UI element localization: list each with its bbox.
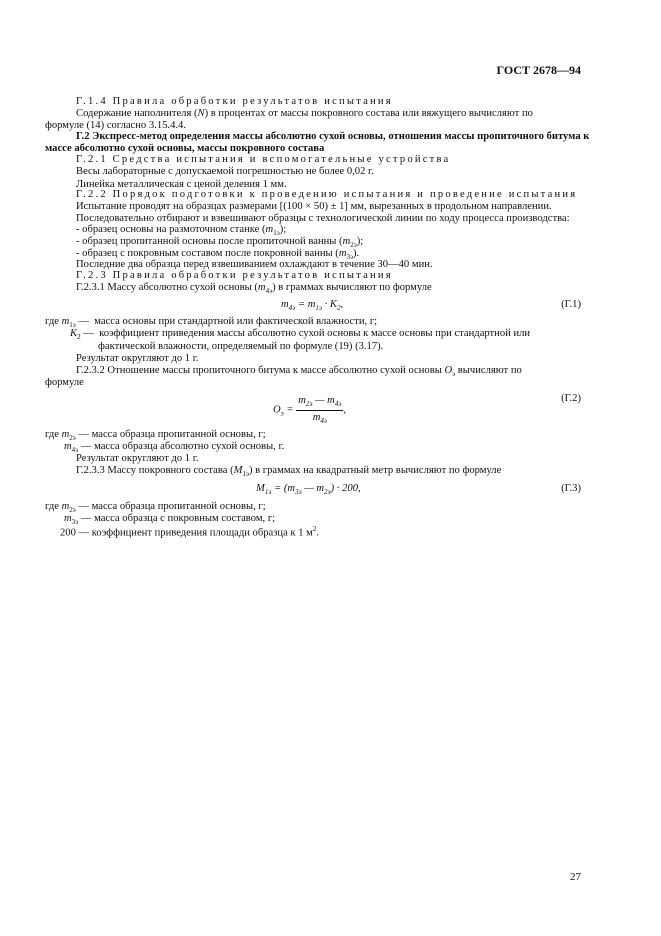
g22-line2: Последовательно отбирают и взвешивают образцы с технологической линии по ходу процесса производства:	[76, 213, 570, 224]
where-g3-m3: $m_{3э}$ — масса образца с покровным составом, г;	[64, 513, 276, 527]
paragraph-g14-line2: формуле (14) согласно 3.15.4.4.	[45, 120, 186, 131]
where-g2-m2: где $m_{2э}$ — масса образца пропитанной основы, г;	[45, 429, 266, 443]
where-g1-m1: где $m_{1э}$ — масса основы при стандартной или фактической влажности, г;	[45, 316, 378, 330]
where-g3-m2: где $m_{2э}$ — масса образца пропитанной основы, г;	[45, 501, 266, 515]
section-title-g2-line2: массе абсолютно сухой основы, массы покровного состава	[45, 143, 325, 154]
section-title-g21: Г.2.1 Средства испытания и вспомогательные устройства	[76, 154, 451, 165]
formula-g3: $M_{1э} = (m_{3э}$ — $m_{2э}) \cdot 200$,	[256, 483, 361, 497]
formula-g2-number: (Г.2)	[561, 393, 581, 404]
round-result-1: Результат округляют до 1 г.	[76, 353, 199, 364]
where-g1-k2-cont: фактической влажности, определяемый по формуле (19) (3.17).	[98, 341, 384, 352]
formula-g1-number: (Г.1)	[561, 299, 581, 310]
g233-text: Г.2.3.3 Массу покровного состава $(M_{1э})$ в граммах на квадратный метр вычисляют по формуле	[76, 465, 502, 479]
section-title-g2-line1: Г.2 Экспресс-метод определения массы абсолютно сухой основы, отношения массы пропиточного битума к	[76, 131, 590, 142]
section-title-g22: Г.2.2 Порядок подготовки к проведению испытания и проведение испытания	[76, 189, 578, 200]
section-title-g14: Г.1.4 Правила обработки результатов испытания	[76, 96, 393, 107]
page-number: 27	[570, 871, 581, 883]
where-g2-m4: $m_{4э}$ — масса образца абсолютно сухой основы, г.	[64, 441, 285, 455]
where-g1-k2: $K_2$ — коэффициент приведения массы абсолютно сухой основы к массе основы при стандартной или	[70, 328, 531, 342]
formula-g2: $О_э$ = $\frac{m_{2э} — m_{4э}}{m_{4э}}$ ,	[273, 395, 347, 425]
round-result-2: Результат округляют до 1 г.	[76, 453, 199, 464]
document-header: ГОСТ 2678—94	[496, 63, 581, 77]
paragraph-g14-line1: Содержание наполнителя (N) в процентах от массы покровного состава или вяжущего вычисляют по	[76, 108, 533, 119]
g21-line1: Весы лабораторные с допускаемой погрешностью не более 0,02 г.	[76, 166, 374, 177]
where-g3-200: 200 — коэффициент приведения площади образца к 1 $м^2$.	[60, 525, 320, 539]
g22-item1: - образец основы на размоточном станке $(m_{1э})$;	[76, 224, 287, 238]
g21-line2: Линейка металлическая с ценой деления 1 мм.	[76, 179, 287, 190]
g232-text-line1: Г.2.3.2 Отношение массы пропиточного битума к массе абсолютно сухой основы $О_э$ вычисляют по	[76, 365, 522, 379]
g22-item3: - образец с покровным составом после покровной ванны $(m_{3э})$.	[76, 248, 360, 262]
section-title-g23: Г.2.3 Правила обработки результатов испытания	[76, 270, 393, 281]
g22-line6: Последние два образца перед взвешиванием охлаждают в течение 30—40 мин.	[76, 259, 433, 270]
g232-text-line2: формуле	[45, 377, 84, 388]
g22-line1: Испытание проводят на образцах размерами [(100 × 50) ± 1] мм, вырезанных в продольном направлении.	[76, 201, 552, 212]
g231-text: Г.2.3.1 Массу абсолютно сухой основы $(m_{4э})$ в граммах вычисляют по формуле	[76, 282, 432, 296]
formula-g3-number: (Г.3)	[561, 483, 581, 494]
g22-item2: - образец пропитанной основы после пропиточной ванны $(m_{2э})$;	[76, 236, 364, 250]
formula-g1: $m_{4э} = m_{1э} \cdot K_2$,	[281, 299, 344, 313]
